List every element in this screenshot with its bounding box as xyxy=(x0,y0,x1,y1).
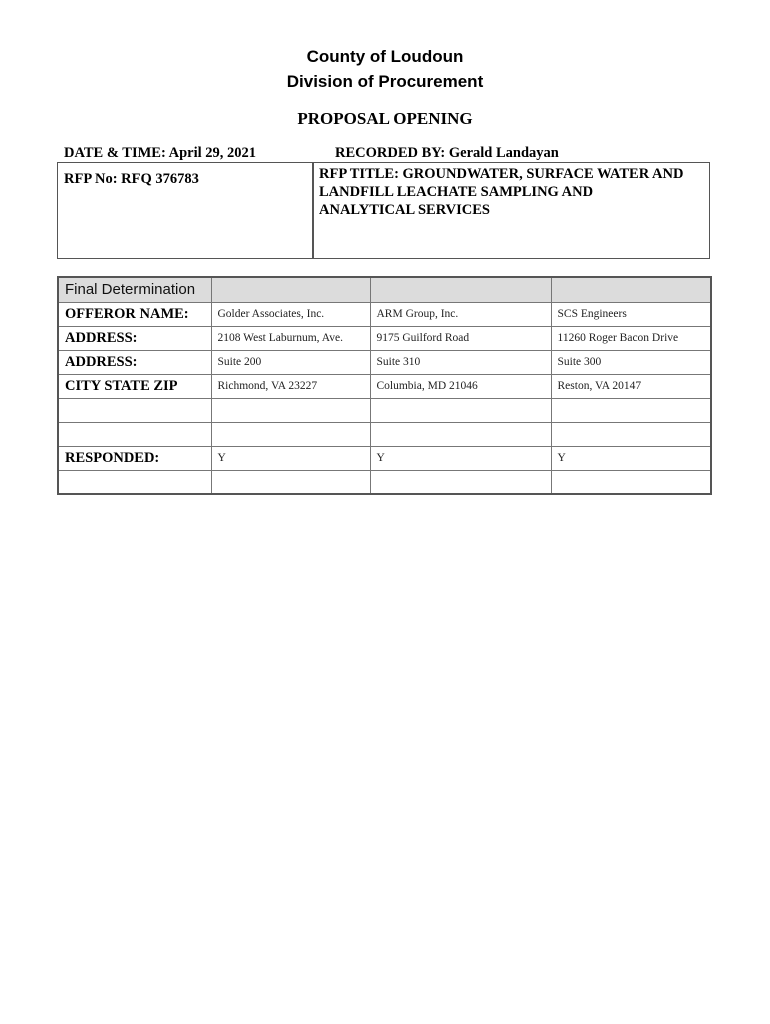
rfp-number: RFP No: RFQ 376783 xyxy=(64,171,199,187)
responded-3: Y xyxy=(551,446,711,470)
offeror-name-3: SCS Engineers xyxy=(551,302,711,326)
empty-cell xyxy=(370,470,551,494)
offeror-name-label: OFFEROR NAME: xyxy=(58,302,211,326)
rfp-title xyxy=(319,165,683,219)
city-2: Columbia, MD 21046 xyxy=(370,374,551,398)
page-title: PROPOSAL OPENING xyxy=(297,109,473,128)
rfp-title-line-2: LANDFILL LEACHATE SAMPLING AND xyxy=(319,184,594,200)
header-cell xyxy=(551,277,711,302)
responded-2: Y xyxy=(370,446,551,470)
empty-cell xyxy=(551,422,711,446)
empty-cell xyxy=(370,398,551,422)
table-row-address2 xyxy=(58,350,711,374)
empty-cell xyxy=(211,422,370,446)
division-heading: Division of Procurement xyxy=(286,72,484,91)
table-row-empty xyxy=(58,398,711,422)
rfp-title-line-1: RFP TITLE: GROUNDWATER, SURFACE WATER AND xyxy=(319,166,684,182)
offeror-table xyxy=(57,276,712,495)
rfp-info-box xyxy=(57,162,710,259)
address-label: ADDRESS: xyxy=(58,326,211,350)
final-determination-label: Final Determination xyxy=(58,277,211,302)
rfp-title-line-3: ANALYTICAL SERVICES xyxy=(319,202,490,218)
address1-1: 2108 West Laburnum, Ave. xyxy=(211,326,370,350)
address2-label: ADDRESS: xyxy=(58,350,211,374)
empty-cell xyxy=(58,398,211,422)
empty-cell xyxy=(211,470,370,494)
header-cell xyxy=(211,277,370,302)
empty-cell xyxy=(211,398,370,422)
date-time-label: DATE & TIME: April 29, 2021 xyxy=(64,145,257,161)
offeror-name-2: ARM Group, Inc. xyxy=(370,302,551,326)
city-3: Reston, VA 20147 xyxy=(551,374,711,398)
address2-3: Suite 300 xyxy=(551,350,711,374)
recorded-by-label: RECORDED BY: Gerald Landayan xyxy=(335,145,559,161)
empty-cell xyxy=(370,422,551,446)
county-heading: County of Loudoun xyxy=(306,47,464,66)
table-row-city xyxy=(58,374,711,398)
offeror-name-1: Golder Associates, Inc. xyxy=(211,302,370,326)
table-row-empty xyxy=(58,422,711,446)
empty-cell xyxy=(58,422,211,446)
empty-cell xyxy=(551,398,711,422)
responded-label: RESPONDED: xyxy=(58,446,211,470)
address2-1: Suite 200 xyxy=(211,350,370,374)
empty-cell xyxy=(551,470,711,494)
empty-cell xyxy=(58,470,211,494)
table-row-address1 xyxy=(58,326,711,350)
address1-2: 9175 Guilford Road xyxy=(370,326,551,350)
table-row-offeror xyxy=(58,302,711,326)
city-1: Richmond, VA 23227 xyxy=(211,374,370,398)
city-state-zip-label: CITY STATE ZIP xyxy=(58,374,211,398)
responded-1: Y xyxy=(211,446,370,470)
header-cell xyxy=(370,277,551,302)
table-row-empty xyxy=(58,470,711,494)
table-row-responded xyxy=(58,446,711,470)
rfp-box-divider xyxy=(312,163,314,258)
table-header-row xyxy=(58,277,711,302)
address2-2: Suite 310 xyxy=(370,350,551,374)
address1-3: 11260 Roger Bacon Drive xyxy=(551,326,711,350)
